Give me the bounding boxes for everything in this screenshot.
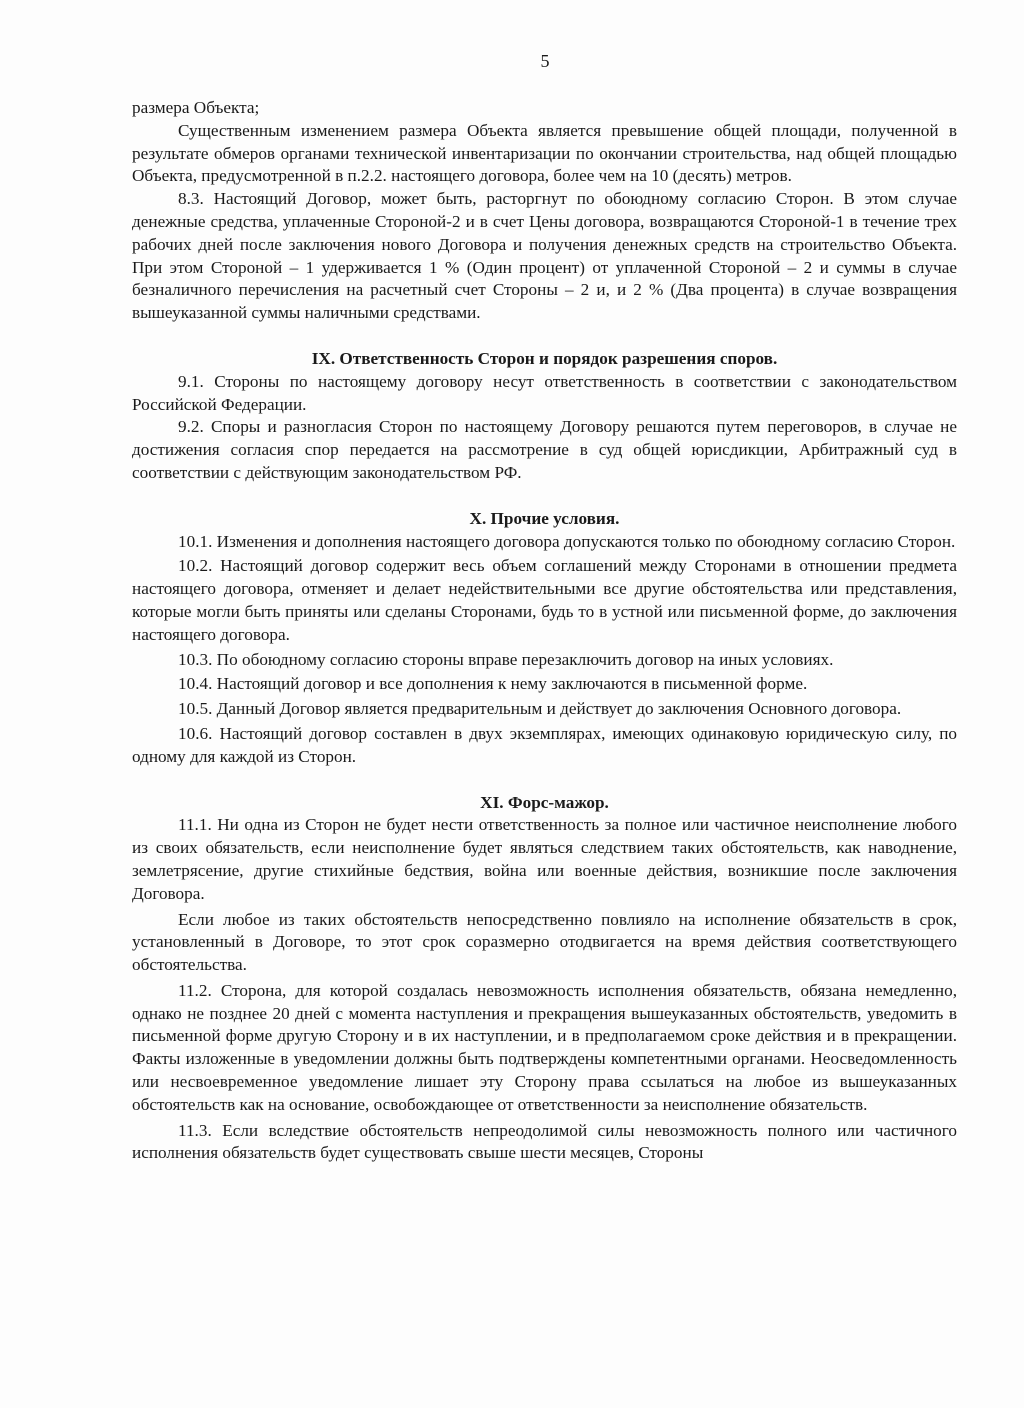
paragraph-10-5: 10.5. Данный Договор является предварительным и действует до заключения Основного договора.: [178, 699, 902, 719]
document-body: [132, 97, 957, 1165]
paragraph-10-6: 10.6. Настоящий договор составлен в двух экземплярах, имеющих одинаковую юридическую силу, по одному для каждой из Сторон.: [132, 723, 957, 766]
paragraph-9-1: 9.1. Стороны по настоящему договору несут ответственность в соответствии с законодательством Российской Федерации.: [132, 371, 957, 414]
paragraph-11-1: 11.1. Ни одна из Сторон не будет нести ответственность за полное или частичное неисполнение любого из своих обязательств, если неисполнение будет являться следствием таких обстоятельств, как наводнение, землетрясение, другие стихийные бедствия, война или военные действия, возникшие после заключения Договора.: [132, 815, 957, 903]
section-heading-xi: XI. Форс-мажор.: [480, 792, 609, 812]
page-number: 5: [540, 51, 550, 71]
paragraph-10-3: 10.3. По обоюдному согласию стороны вправе перезаключить договор на иных условиях.: [178, 649, 834, 669]
paragraph-significant-change: Существенным изменением размера Объекта является превышение общей площади, полученной в результате обмеров органами технической инвентаризации по окончании строительства, над общей площадью Объекта, предусмотренной в п.2.2. настоящего договора, более чем на 10 (десять) метров.: [132, 120, 957, 186]
paragraph-8-3: 8.3. Настоящий Договор, может быть, расторгнут по обоюдному согласию Сторон. В этом случае денежные средства, уплаченные Стороной-2 и в счет Цены договора, возвращаются Стороной-1 в течение трех рабочих дней после заключения нового Договора и получения денежных средств на строительство Объекта. При этом Стороной – 1 удерживается 1 % (Один процент) от уплаченной Стороной – 2 и суммы в случае безналичного перечисления на расчетный счет Стороны – 2 и, и 2 % (Два процента) в случае возвращения вышеуказанной суммы наличными средствами.: [132, 189, 957, 323]
paragraph-10-2: 10.2. Настоящий договор содержит весь объем соглашений между Сторонами в отношении предмета настоящего договора, отменяет и делает недействительными все другие обстоятельства или представления, которые могли быть приняты или сделаны Сторонами, будь то в устной или письменной форме, до заключения настоящего договора.: [132, 556, 957, 644]
paragraph-11-3: 11.3. Если вследствие обстоятельств непреодолимой силы невозможность полного или частичного исполнения обязательств будет существовать свыше шести месяцев, Стороны: [132, 1120, 957, 1163]
section-heading-ix: IX. Ответственность Сторон и порядок разрешения споров.: [311, 348, 778, 368]
paragraph-11-2: 11.2. Сторона, для которой создалась невозможность исполнения обязательств, обязана немедленно, однако не позднее 20 дней с момента наступления и прекращения вышеуказанных обстоятельств, уведомить в письменной форме другую Сторону и в их наступлении, и в предполагаемом сроке действия и в прекращении. Факты изложенные в уведомлении должны быть подтверждены компетентными органами. Неосведомленность или несвоевременное уведомление лишает эту Сторону права ссылаться на любое из вышеуказанных обстоятельств как на основание, освобождающее от ответственности за неисполнение обязательств.: [132, 980, 957, 1114]
paragraph-9-2: 9.2. Споры и разногласия Сторон по настоящему Договору решаются путем переговоров, в случае не достижения согласия спор передается на рассмотрение в суд общей юрисдикции, Арбитражный суд в соответствии с действующим законодательством РФ.: [132, 417, 957, 482]
section-heading-x: X. Прочие условия.: [469, 508, 620, 528]
paragraph-10-1: 10.1. Изменения и дополнения настоящего договора допускаются только по обоюдному согласию Сторон.: [178, 531, 956, 551]
paragraph-11-1-continued: Если любое из таких обстоятельств непосредственно повлияло на исполнение обязательств в срок, установленный в Договоре, то этот срок соразмерно отодвигается на время действия соответствующего обстоятельства.: [132, 909, 957, 975]
paragraph-object-size-end: размера Объекта;: [132, 98, 260, 117]
paragraph-10-4: 10.4. Настоящий договор и все дополнения к нему заключаются в письменной форме.: [178, 674, 808, 694]
